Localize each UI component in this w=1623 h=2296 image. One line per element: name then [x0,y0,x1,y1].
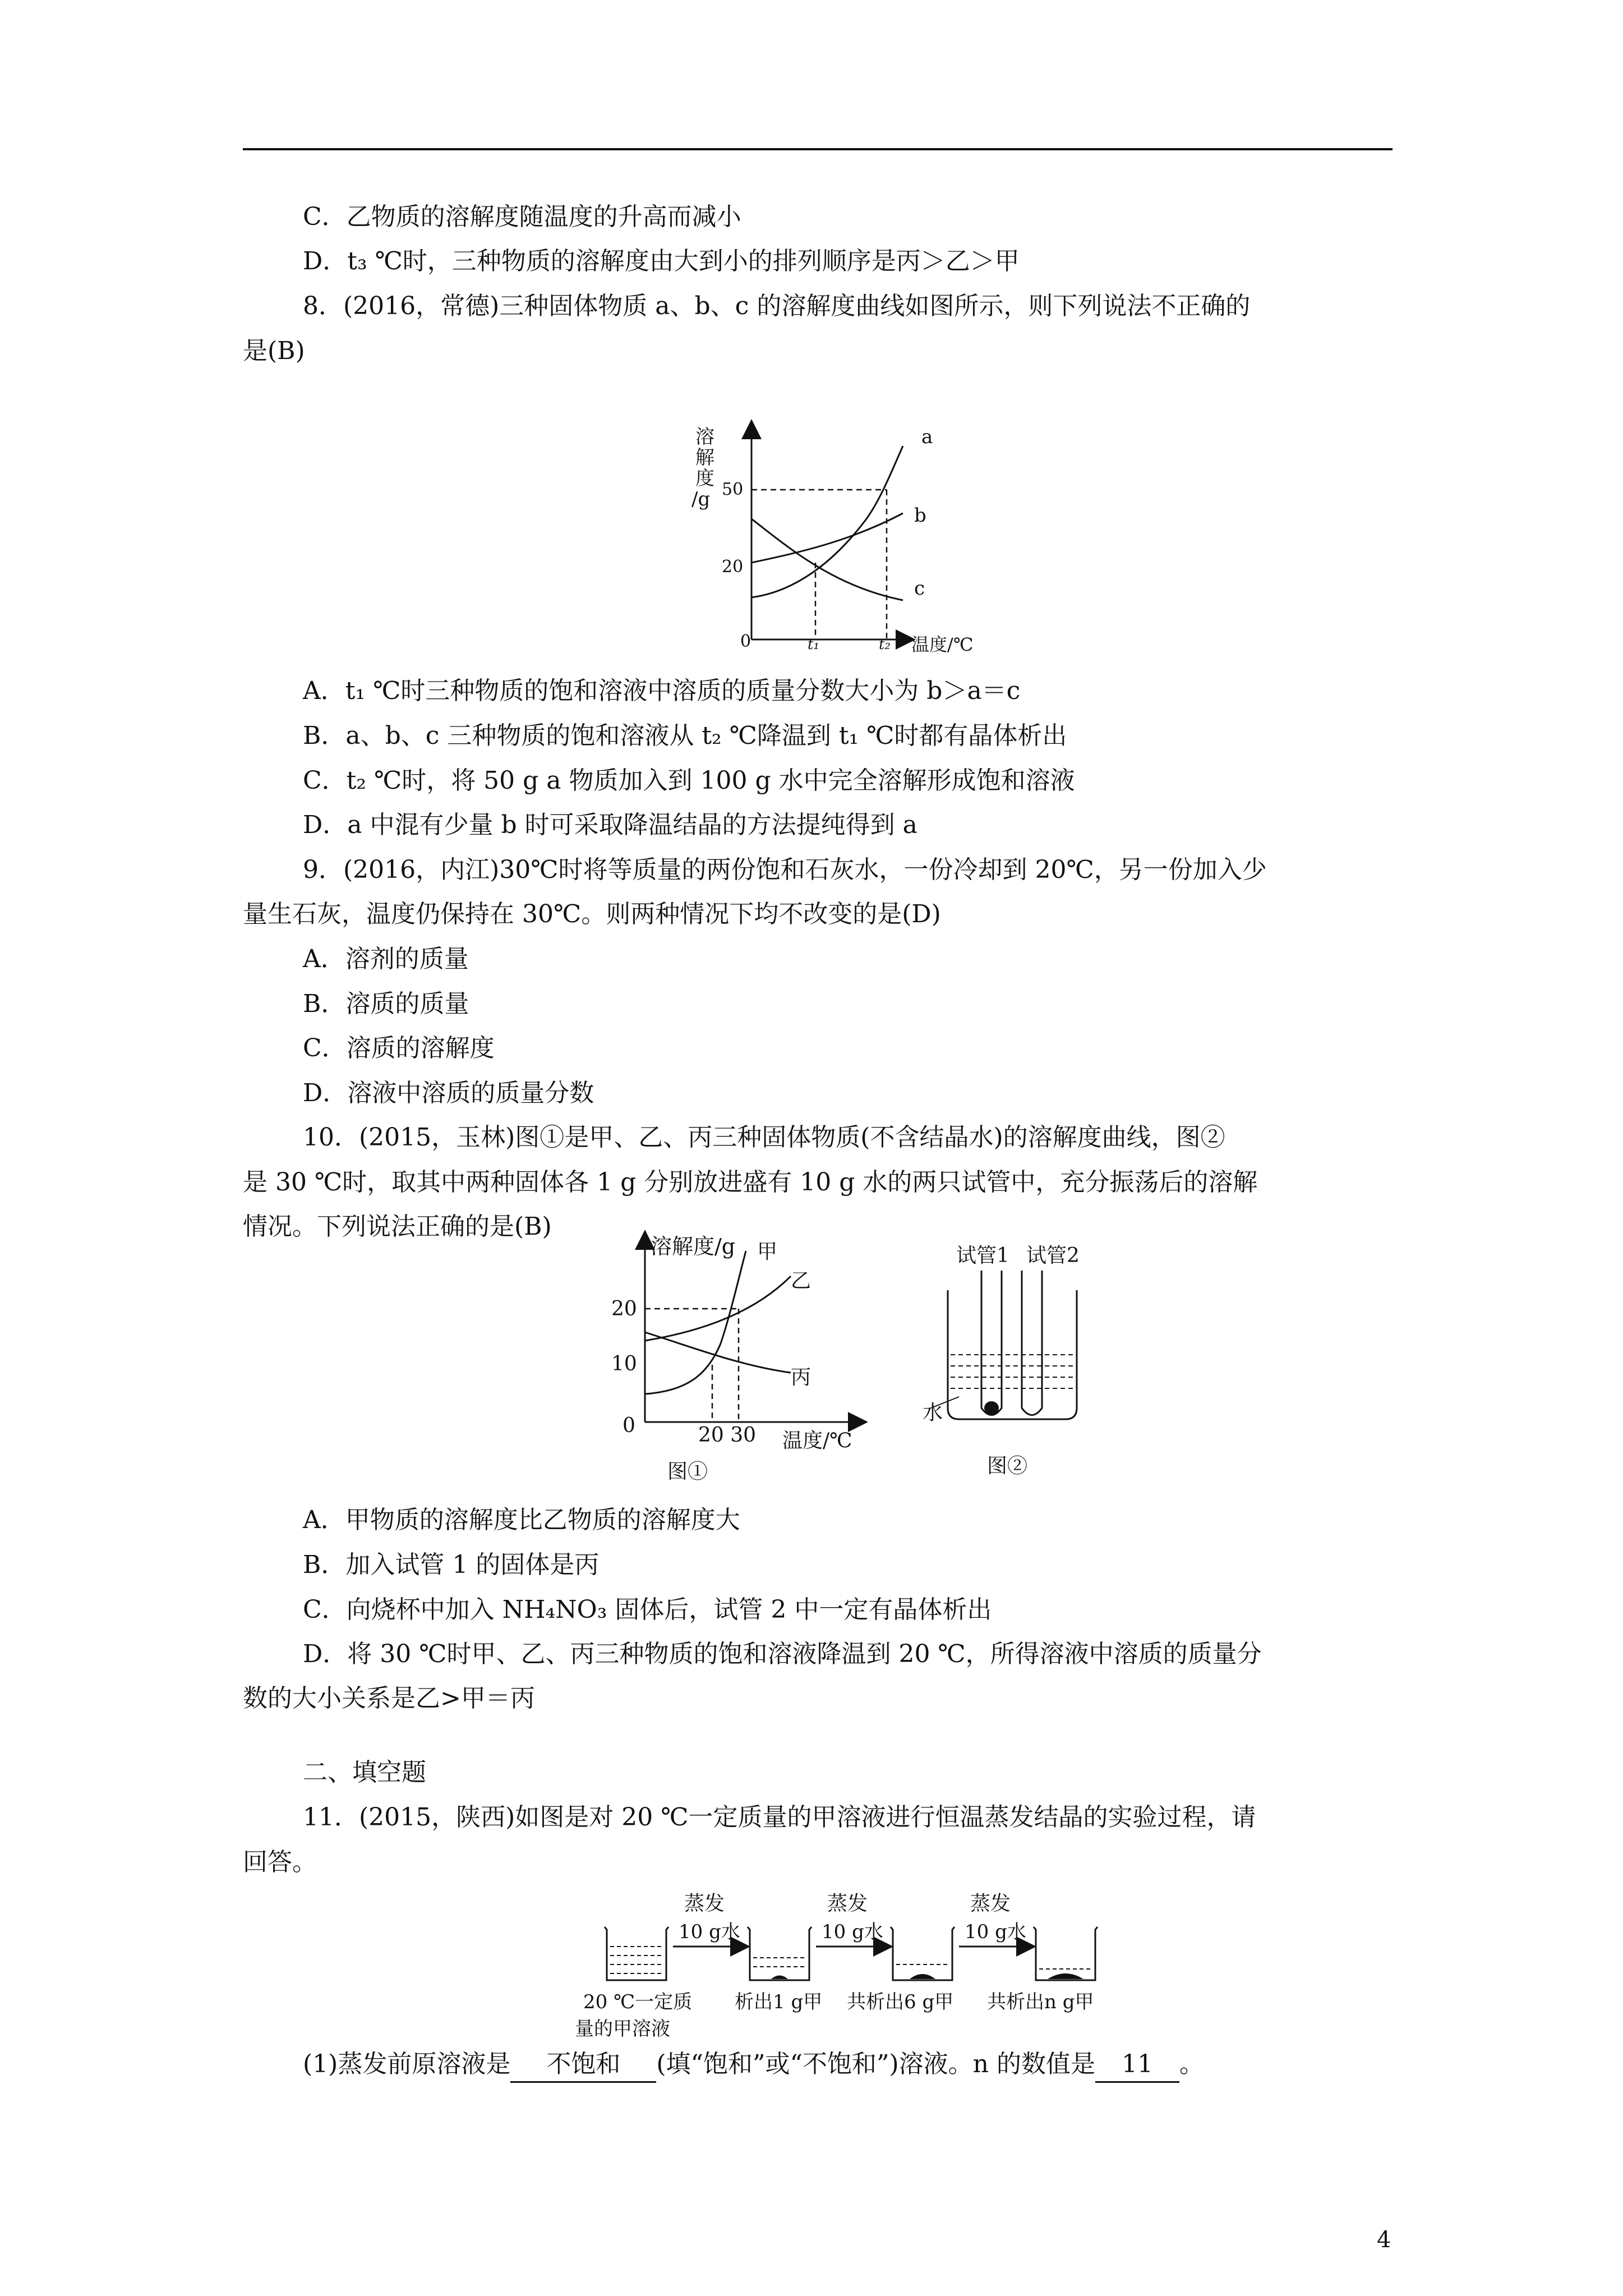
q8-option-c: C．t₂ ℃时，将 50 g a 物质加入到 100 g 水中完全溶解形成饱和溶液 [303,766,1075,795]
curve-a [751,446,903,597]
q10-stem-line2: 是 30 ℃时，取其中两种固体各 1 g 分别放进盛有 10 g 水的两只试管中，充分振荡后的溶解 [243,1168,1258,1197]
q7-option-c: C．乙物质的溶解度随温度的升高而减小 [303,203,741,231]
curve-b [751,513,903,563]
beaker-1 [605,1927,668,1980]
q11-answer-end: 。 [1179,2050,1204,2078]
label-yi: 乙 [791,1269,811,1292]
q8-solubility-chart [687,418,1023,659]
page-number: 4 [1377,2227,1391,2253]
label-bing: 丙 [791,1366,811,1389]
header-rule [243,148,1393,150]
beaker-3-label: 共析出6 g甲 [847,1991,954,2013]
water-label: 水 [923,1401,943,1424]
q7-option-d: D．t₃ ℃时，三种物质的溶解度由大到小的排列顺序是丙＞乙＞甲 [303,247,1020,275]
xlabel: 温度/℃ [782,1429,852,1452]
xlabel: 温度/℃ [911,634,974,655]
ytick-50: 50 [722,480,744,499]
ytick-20: 20 [611,1297,637,1320]
q10-option-d-line2: 数的大小关系是乙>甲＝丙 [243,1684,535,1713]
answer-blank-1: 不饱和 [510,2047,656,2083]
q9-option-a: A．溶剂的质量 [303,945,469,973]
tube2-label: 试管2 [1026,1244,1080,1267]
q11-evaporation-figure [572,1885,1144,2042]
step-2-label: 蒸发 [827,1892,868,1915]
answer-blank-2: 11 [1095,2047,1179,2083]
caption: 图① [667,1460,708,1483]
q8-option-a: A．t₁ ℃时三种物质的饱和溶液中溶质的质量分数大小为 b＞a＝c [303,677,1021,705]
test-tube-2 [1022,1271,1042,1415]
q10-option-b: B．加入试管 1 的固体是丙 [303,1550,600,1579]
origin-label: 0 [623,1414,635,1437]
q10-test-tube-figure [925,1240,1161,1487]
q9-stem-line1: 9．(2016，内江)30℃时将等质量的两份饱和石灰水，一份冷却到 20℃，另一份加入少 [303,855,1267,884]
xtick-t1: t₁ [808,636,819,653]
q10-stem-line1: 10．(2015，玉林)图①是甲、乙、丙三种固体物质(不含结晶水)的溶解度曲线，图② [303,1123,1225,1152]
beaker-2-label: 析出1 g甲 [735,1991,823,2013]
curve-bing [645,1332,791,1373]
q9-stem-line2: 量生石灰，温度仍保持在 30℃。则两种情况下均不改变的是(D) [243,900,941,928]
q8-stem-line1: 8．(2016，常德)三种固体物质 a、b、c 的溶解度曲线如图所示，则下列说法不正确的 [303,292,1251,320]
beaker-2 [748,1927,811,1980]
q8-option-d: D．a 中混有少量 b 时可采取降温结晶的方法提纯得到 a [303,811,917,839]
q9-option-b: B．溶质的质量 [303,990,469,1018]
label-c: c [914,577,925,600]
ylabel-4: /g [691,488,711,510]
test-tube-1 [981,1271,1002,1415]
q10-solubility-chart [606,1231,920,1489]
curve-c [751,519,903,600]
ylabel-3: 度 [695,467,714,490]
beaker-1-label-2: 量的甲溶液 [575,2018,670,2040]
step-3-amount: 10 g水 [965,1921,1026,1943]
ylabel-2: 解 [695,447,714,469]
label-b: b [914,504,926,527]
ytick-10: 10 [611,1352,637,1375]
undissolved-solid [984,1401,999,1415]
step-1-amount: 10 g水 [679,1921,740,1943]
origin-label: 0 [740,632,751,651]
step-3-label: 蒸发 [970,1892,1011,1915]
label-jia: 甲 [757,1240,778,1263]
ylabel-1: 溶 [695,426,714,448]
tube1-label: 试管1 [956,1244,1009,1267]
q11-stem-line2: 回答。 [243,1848,317,1876]
label-a: a [921,426,933,448]
caption: 图② [987,1455,1028,1478]
xtick-t2: t₂ [879,636,891,653]
q11-answer-prefix: (1)蒸发前原溶液是 [303,2050,511,2078]
ytick-20: 20 [722,557,744,577]
q8-option-b: B．a、b、c 三种物质的饱和溶液从 t₂ ℃降温到 t₁ ℃时都有晶体析出 [303,721,1067,750]
q11-answer-middle: (填“饱和”或“不饱和”)溶液。n 的数值是 [656,2050,1095,2078]
beaker-3 [891,1927,955,1980]
beaker-4 [1034,1927,1098,1980]
step-2-amount: 10 g水 [822,1921,883,1943]
q10-option-c: C．向烧杯中加入 NH₄NO₃ 固体后，试管 2 中一定有晶体析出 [303,1595,992,1624]
q11-stem-line1: 11．(2015，陕西)如图是对 20 ℃一定质量的甲溶液进行恒温蒸发结晶的实验过程，请 [303,1803,1256,1832]
q8-stem-line2: 是(B) [243,337,305,365]
q9-option-c: C．溶质的溶解度 [303,1034,495,1062]
q10-stem-line3: 情况。下列说法正确的是(B) [243,1212,552,1241]
q10-option-d-line1: D．将 30 ℃时甲、乙、丙三种物质的饱和溶液降温到 20 ℃，所得溶液中溶质的质量分 [303,1640,1262,1668]
q10-option-a: A．甲物质的溶解度比乙物质的溶解度大 [303,1506,740,1534]
beaker-4-label: 共析出n g甲 [987,1991,1094,2013]
xticks: 20 30 [698,1424,757,1447]
section-heading: 二、填空题 [303,1758,426,1787]
curve-jia [645,1251,746,1394]
q11-answer-line [303,2047,1204,2083]
beaker-1-label: 20 ℃一定质 [583,1991,693,2013]
ylabel: 溶解度/g [651,1234,736,1259]
q9-option-d: D．溶液中溶质的质量分数 [303,1079,594,1107]
step-1-label: 蒸发 [684,1892,725,1915]
